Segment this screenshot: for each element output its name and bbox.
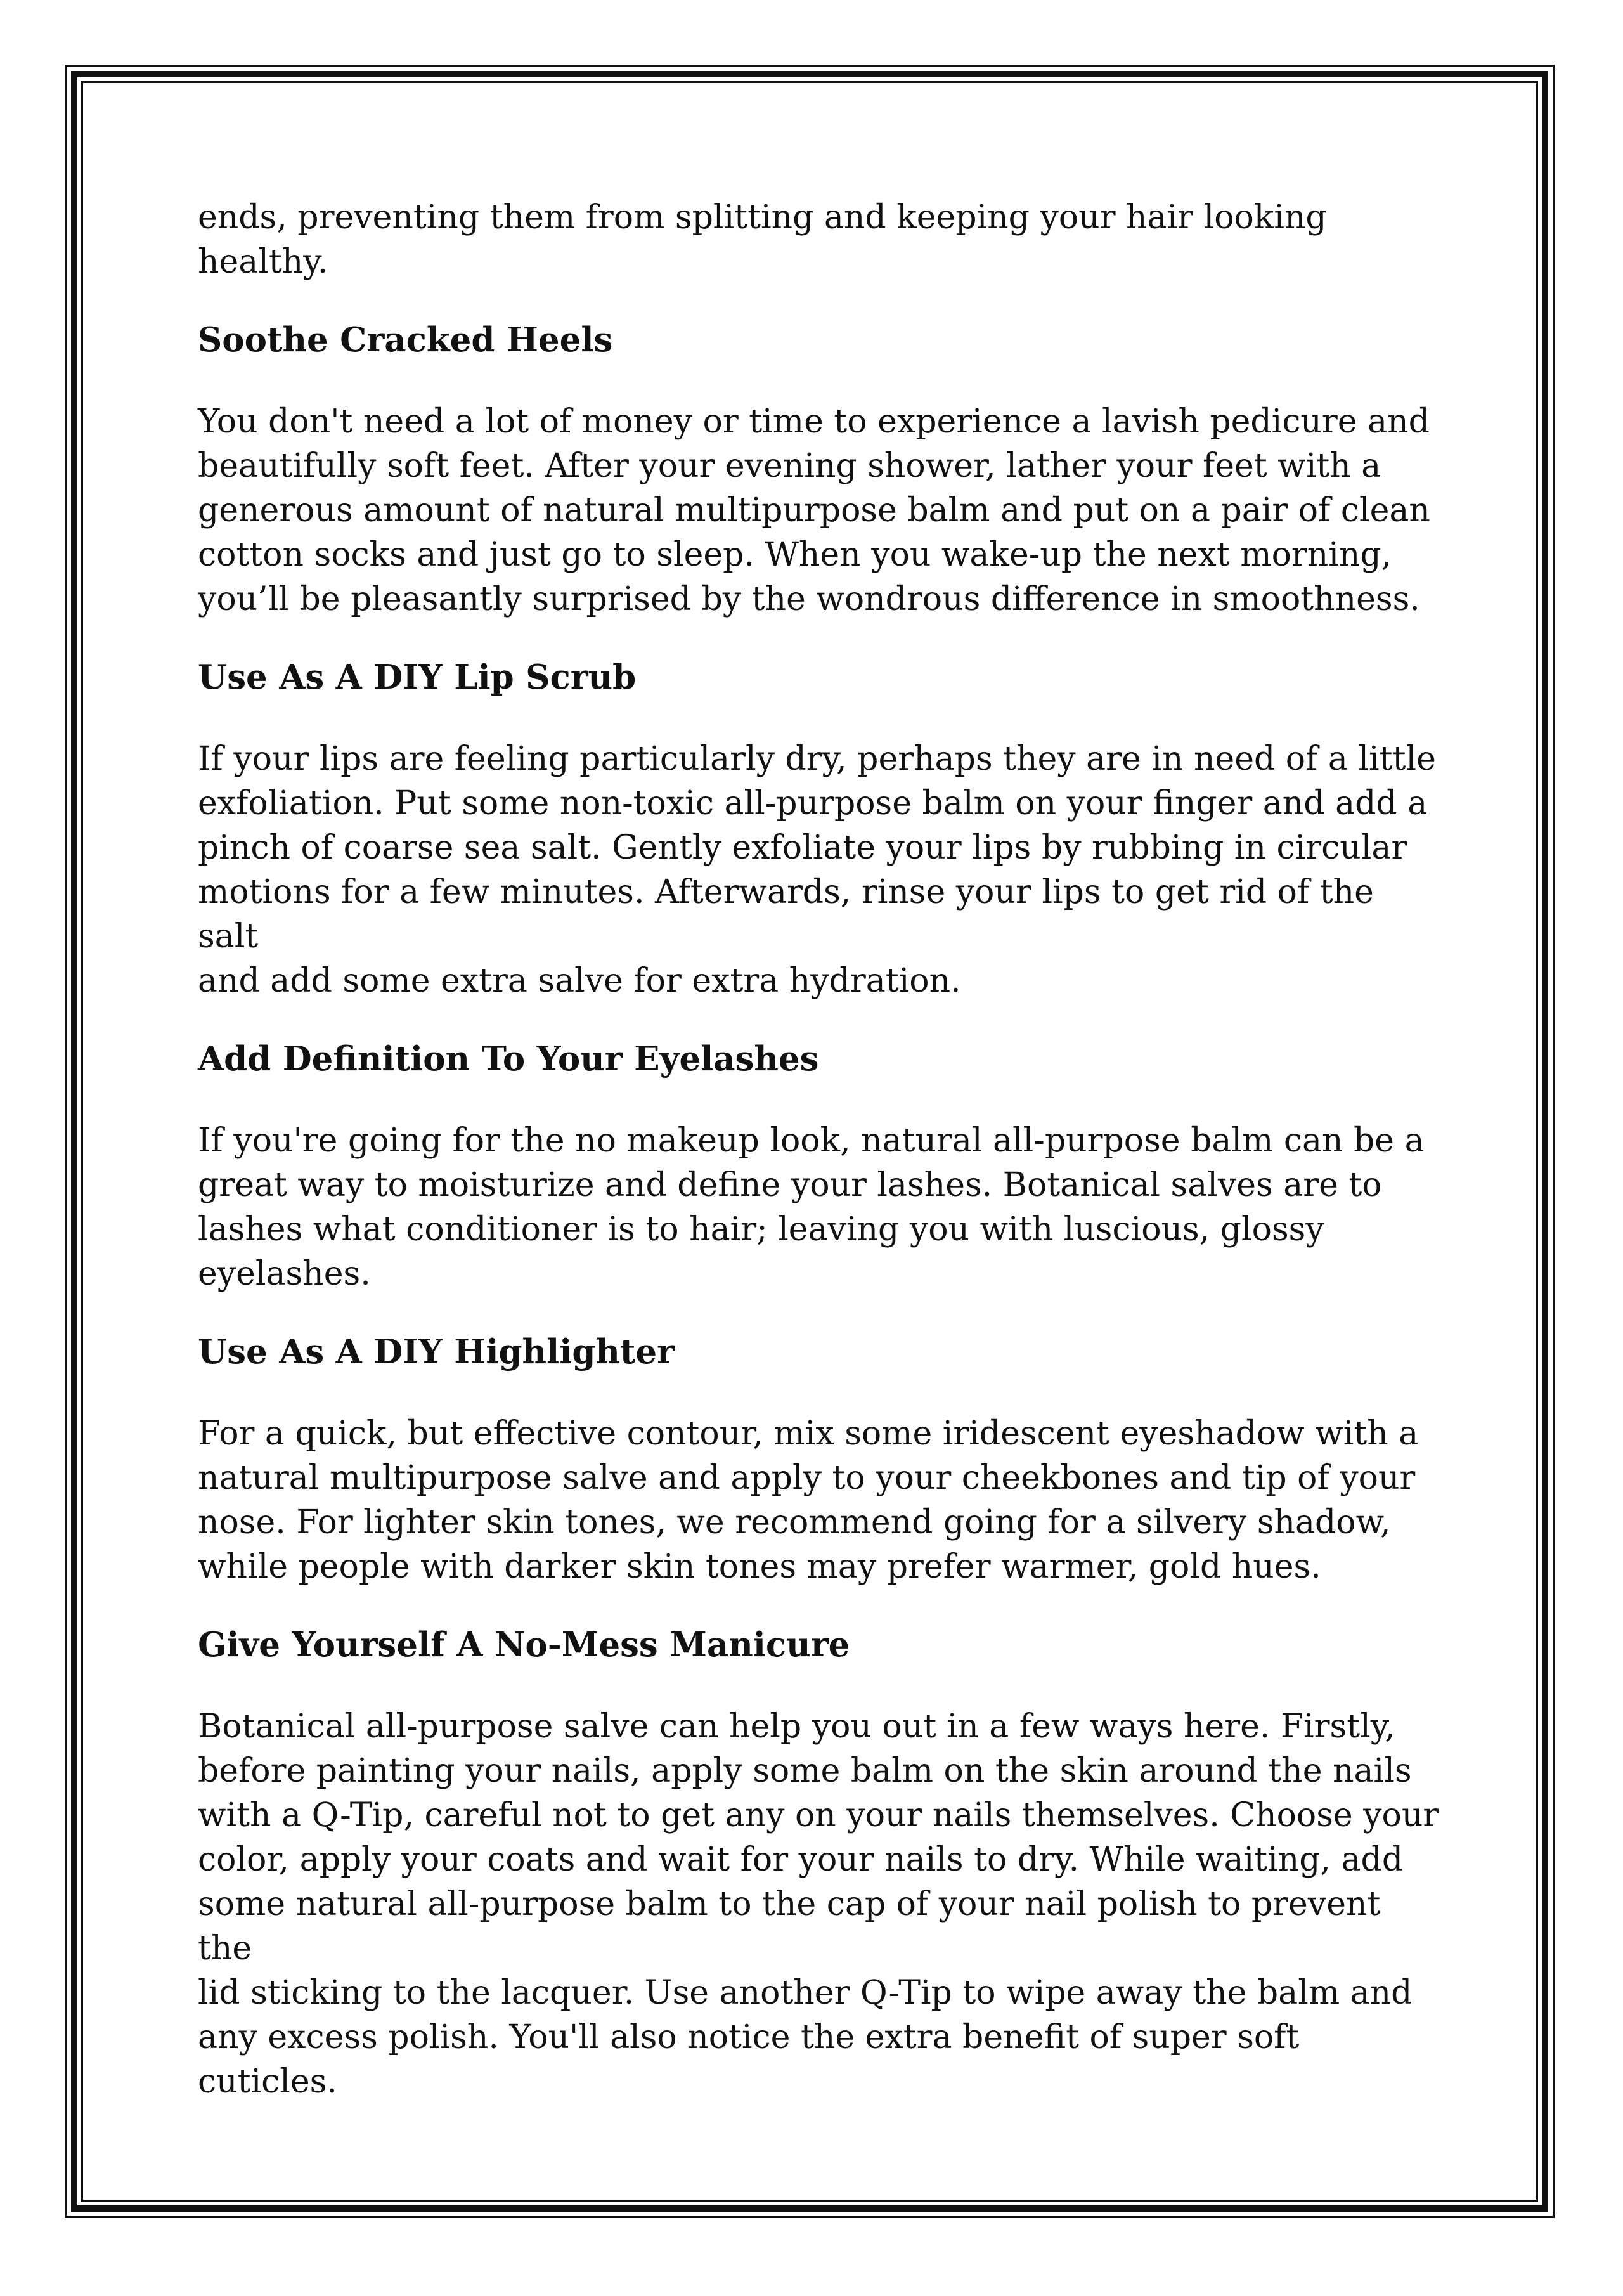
heading-diy-highlighter: Use As A DIY Highlighter: [198, 1332, 675, 1372]
paragraph-manicure: Botanical all-purpose salve can help you out in a few ways here. Firstly, before painting your nails, apply some balm on the skin around the nails with a Q-Tip, careful not to get any on your nails themselves. Choose your color, apply your coats and wait for your nails to dry. While waiting, add some natural all-purpose balm to the cap of your nail polish to prevent the lid sticking to the lacquer. Use another Q-Tip to wipe away the balm and any excess polish. You'll also notice the extra benefit of super soft cuticles.: [198, 1708, 1439, 2101]
heading-diy-lip-scrub: Use As A DIY Lip Scrub: [198, 658, 637, 697]
paragraph-highlighter: For a quick, but effective contour, mix some iridescent eyeshadow with a natural multipurpose salve and apply to your cheekbones and tip of your nose. For lighter skin tones, we recommend going for a silvery shadow, while people with darker skin tones may prefer warmer, gold hues.: [198, 1415, 1419, 1586]
heading-soothe-cracked-heels: Soothe Cracked Heels: [198, 320, 613, 360]
paragraph-cracked-heels: You don't need a lot of money or time to experience a lavish pedicure and beautifully soft feet. After your evening shower, lather your feet with a generous amount of natural multipurpose balm and put on a pair of clean cotton socks and just go to sleep. When you wake-up the next morning, you’ll be pleasantly surprised by the wondrous difference in smoothness.: [198, 403, 1430, 618]
document-body: [198, 195, 1440, 2137]
heading-eyelash-definition: Add Definition To Your Eyelashes: [198, 1039, 819, 1079]
paragraph-eyelashes: If you're going for the no makeup look, natural all-purpose balm can be a great way to moisturize and define your lashes. Botanical salves are to lashes what conditioner is to hair; leaving you with luscious, glossy eyelashes.: [198, 1122, 1425, 1293]
paragraph-hair-ends: ends, preventing them from splitting and keeping your hair looking healthy.: [198, 198, 1327, 281]
heading-no-mess-manicure: Give Yourself A No-Mess Manicure: [198, 1625, 850, 1664]
paragraph-lip-scrub: If your lips are feeling particularly dry, perhaps they are in need of a little exfoliation. Put some non-toxic all-purpose balm on your finger and add a pinch of coarse sea salt. Gently exfoliate your lips by rubbing in circular motions for a few minutes. Afterwards, rinse your lips to get rid of the salt and add some extra salve for extra hydration.: [198, 740, 1436, 1000]
